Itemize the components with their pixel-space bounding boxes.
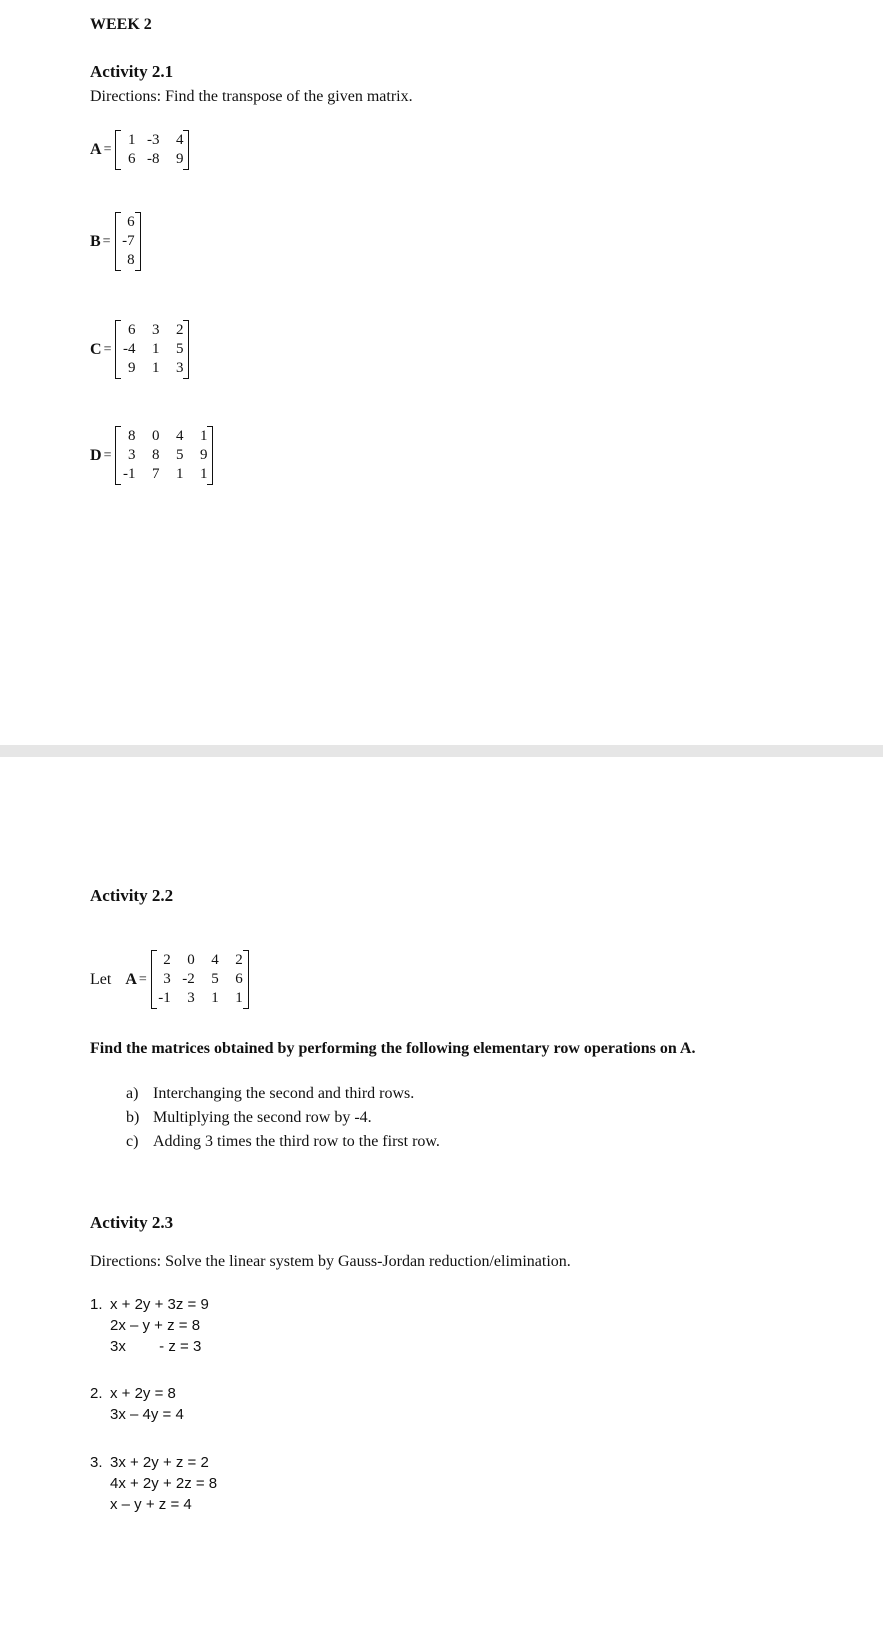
matrix-cell: 9 (127, 360, 136, 376)
matrix-brackets (115, 426, 213, 485)
matrix-cell: 1 (127, 132, 136, 148)
system-first-line (90, 1294, 209, 1315)
list-item (126, 1133, 440, 1151)
matrix-cell: 4 (211, 952, 219, 968)
activity-2-1-title: Activity 2.1 (90, 62, 174, 81)
matrix-cell: 1 (235, 990, 243, 1006)
matrix-cell: 1 (151, 360, 160, 376)
matrix-cell: 2 (163, 952, 171, 968)
matrix-cell: 9 (175, 151, 184, 167)
matrix-equals: = (138, 971, 147, 987)
matrix-grid (121, 321, 183, 378)
matrix-cell: -1 (122, 466, 136, 482)
matrix-cell: 1 (211, 990, 219, 1006)
matrix-name: D (90, 446, 102, 464)
matrix-cell: -4 (122, 341, 136, 357)
matrix-name: A (125, 970, 137, 988)
matrix-cell: 6 (127, 151, 136, 167)
matrix-cell: 3 (151, 322, 160, 338)
matrix-cell: -1 (158, 990, 171, 1006)
equation: x – y + z = 4 (110, 1496, 192, 1513)
activity-2-3-title: Activity 2.3 (90, 1213, 174, 1232)
equation: 3x + 2y + z = 2 (110, 1454, 209, 1471)
matrix-cell: 8 (151, 447, 160, 463)
matrix-grid (121, 213, 135, 270)
matrix-cell: 5 (175, 447, 184, 463)
matrix-brackets (115, 130, 189, 170)
matrix-cell: 3 (187, 990, 195, 1006)
matrix-cell: 1 (151, 341, 160, 357)
activity-2-1-directions: Directions: Find the transpose of the given matrix. (90, 88, 413, 105)
matrix-cell: -8 (146, 151, 160, 167)
week-heading: WEEK 2 (90, 16, 152, 33)
matrix-cell: 8 (127, 252, 135, 268)
equation: 2x – y + z = 8 (110, 1317, 201, 1334)
matrix-d (90, 426, 213, 485)
linear-system (90, 1383, 184, 1425)
activity-2-2-title: Activity 2.2 (90, 886, 174, 905)
list-item (126, 1109, 372, 1127)
matrix-cell: 5 (211, 971, 219, 987)
matrix-grid (121, 131, 183, 169)
matrix-brackets (115, 320, 189, 379)
matrix-a (90, 130, 189, 170)
matrix-grid (121, 427, 207, 484)
matrix-equals: = (102, 233, 111, 249)
matrix-cell: 4 (175, 132, 184, 148)
matrix-cell: 5 (175, 341, 184, 357)
list-marker: a) (126, 1085, 139, 1102)
matrix-cell: 1 (175, 466, 184, 482)
matrix-name: A (90, 141, 102, 158)
matrix-cell: 3 (127, 447, 136, 463)
matrix-cell: 8 (127, 428, 136, 444)
matrix-name: B (90, 232, 101, 250)
matrix-cell: 0 (187, 952, 195, 968)
matrix-brackets (151, 950, 249, 1009)
page-divider (0, 745, 883, 757)
equation: x + 2y = 8 (110, 1385, 176, 1402)
matrix-cell: 4 (175, 428, 184, 444)
list-text: Multiplying the second row by -4. (153, 1109, 372, 1126)
matrix-c (90, 320, 189, 379)
matrix-b (90, 212, 141, 271)
activity-2-3-directions: Directions: Solve the linear system by Gauss-Jordan reduction/elimination. (90, 1253, 571, 1270)
matrix-cell: 1 (199, 466, 208, 482)
list-marker: c) (126, 1133, 139, 1150)
list-item (126, 1085, 414, 1103)
matrix-cell: -7 (122, 233, 135, 249)
instruction-target: A. (679, 1040, 696, 1057)
instruction-text: Find the matrices obtained by performing the following elementary row operations on (90, 1040, 677, 1057)
equation: 3x – 4y = 4 (110, 1406, 184, 1423)
matrix-cell: 6 (235, 971, 243, 987)
matrix-cell: 1 (199, 428, 208, 444)
list-marker: b) (126, 1109, 140, 1126)
matrix-cell: 3 (175, 360, 184, 376)
linear-system (90, 1452, 217, 1515)
system-first-line (90, 1383, 184, 1404)
matrix-cell: 2 (235, 952, 243, 968)
system-number: 2. (90, 1385, 103, 1402)
let-label: Let (90, 970, 112, 988)
activity-2-2-matrix (90, 950, 249, 1009)
matrix-equals: = (103, 447, 112, 463)
matrix-cell: 6 (127, 322, 136, 338)
matrix-cell: 3 (163, 971, 171, 987)
matrix-equals: = (103, 341, 112, 357)
system-number: 1. (90, 1296, 103, 1313)
matrix-cell: 0 (151, 428, 160, 444)
matrix-cell: 7 (151, 466, 160, 482)
matrix-cell: 9 (199, 447, 208, 463)
matrix-cell: 6 (127, 214, 135, 230)
equation: x + 2y + 3z = 9 (110, 1296, 209, 1313)
system-first-line (90, 1452, 217, 1473)
list-text: Interchanging the second and third rows. (153, 1085, 415, 1102)
matrix-cell: -2 (182, 971, 195, 987)
matrix-cell: -3 (146, 132, 160, 148)
equation: 4x + 2y + 2z = 8 (110, 1475, 218, 1492)
matrix-brackets (115, 212, 141, 271)
matrix-equals: = (103, 142, 112, 157)
matrix-cell: 2 (175, 322, 184, 338)
equation: 3x - z = 3 (110, 1338, 202, 1355)
matrix-grid (157, 951, 243, 1008)
system-number: 3. (90, 1454, 103, 1471)
list-text: Adding 3 times the third row to the first row. (153, 1133, 440, 1150)
linear-system (90, 1294, 209, 1357)
matrix-name: C (90, 340, 102, 358)
activity-2-2-instruction (90, 1040, 695, 1058)
